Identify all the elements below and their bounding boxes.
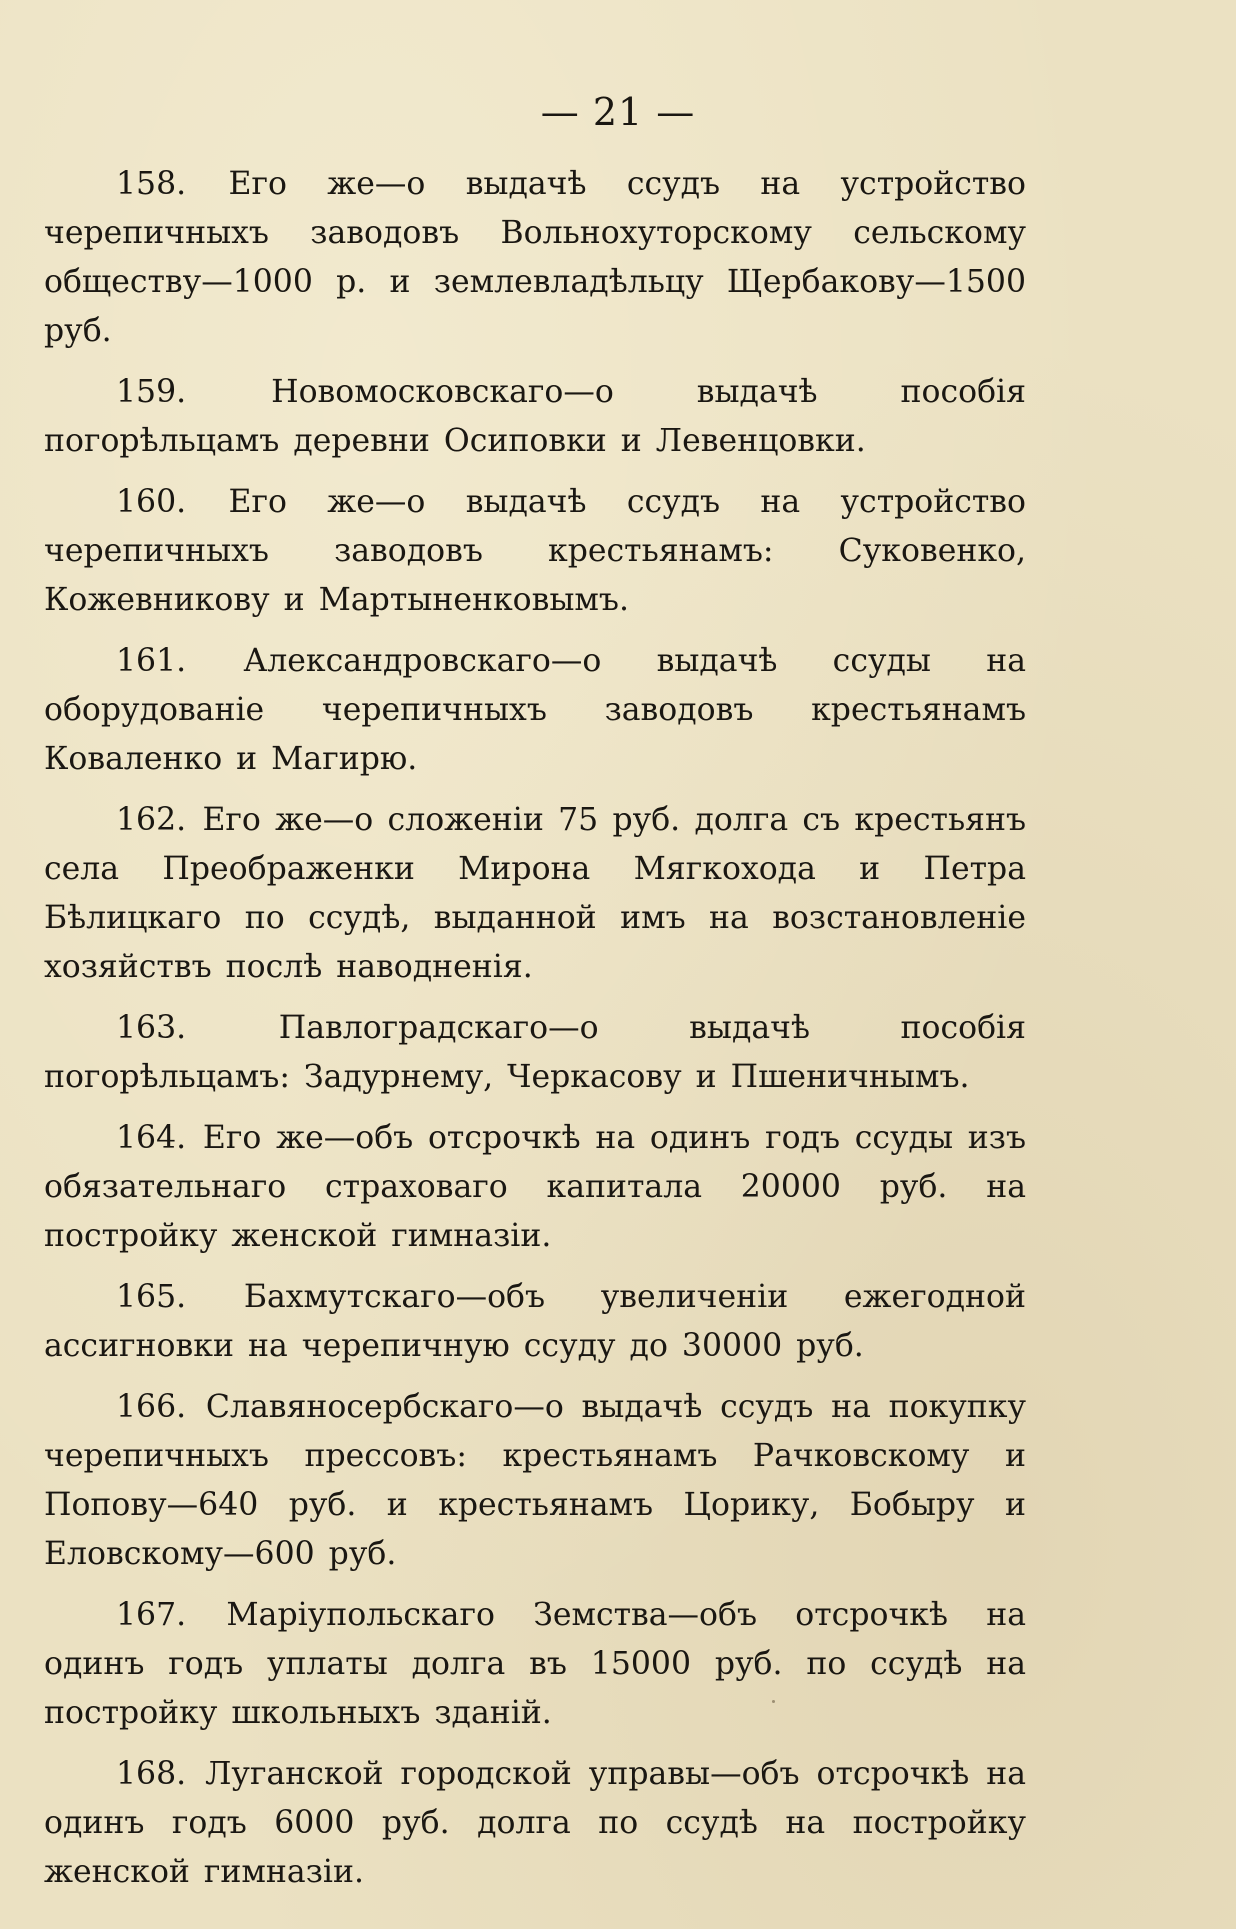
paragraph-159	[44, 368, 1026, 466]
paragraph-number: 160.	[116, 484, 187, 520]
paragraph-166	[44, 1383, 1026, 1579]
paragraph-number: 167.	[116, 1597, 187, 1633]
paragraph-text: Его же—о сложеніи 75 руб. долга съ крестьянъ села Преображенки Мирона Мягкохода и Петра Бѣлицкаго по ссудѣ, выданной имъ на возстановленіе хозяйствъ послѣ наводненія.	[44, 802, 1027, 985]
paragraph-number: 159.	[116, 374, 187, 410]
paragraph-number: 164.	[116, 1120, 187, 1156]
paragraph-number: 158.	[116, 166, 187, 202]
paragraph-text: Маріупольскаго Земства—объ отсрочкѣ на одинъ годъ уплаты долга въ 15000 руб. по ссудѣ на постройку школьныхъ зданій.	[44, 1597, 1027, 1731]
paragraph-text: Павлоградскаго—о выдачѣ пособія погорѣльцамъ: Задурнему, Черкасову и Пшеничнымъ.	[44, 1010, 1026, 1095]
paragraph-number: 165.	[116, 1279, 187, 1315]
paper-speck	[772, 1700, 775, 1703]
paragraph-167	[44, 1591, 1026, 1738]
paragraph-number: 162.	[116, 802, 187, 838]
document-body	[44, 160, 1026, 1909]
paragraph-text: Славяносербскаго—о выдачѣ ссудъ на покупку черепичныхъ прессовъ: крестьянамъ Рачковскому и Попову—640 руб. и крестьянамъ Цорику, Бобыру и Еловскому—600 руб.	[44, 1389, 1026, 1572]
paragraph-text: Его же—о выдачѣ ссудъ на устройство черепичныхъ заводовъ Вольнохуторскому сельскому обществу—1000 р. и землевладѣльцу Щербакову—1500 руб.	[44, 166, 1027, 349]
paragraph-168	[44, 1750, 1026, 1897]
paragraph-160	[44, 478, 1026, 625]
paragraph-text: Его же—о выдачѣ ссудъ на устройство черепичныхъ заводовъ крестьянамъ: Суковенко, Кожевникову и Мартыненковымъ.	[44, 484, 1027, 618]
paragraph-text: Новомосковскаго—о выдачѣ пособія погорѣльцамъ деревни Осиповки и Левенцовки.	[44, 374, 1026, 459]
paragraph-number: 161.	[116, 643, 187, 679]
paragraph-163	[44, 1004, 1026, 1102]
paragraph-number: 168.	[116, 1756, 187, 1792]
paragraph-165	[44, 1273, 1026, 1371]
page-number: — 21 —	[540, 90, 696, 134]
paragraph-text: Бахмутскаго—объ увеличеніи ежегодной ассигновки на черепичную ссуду до 30000 руб.	[44, 1279, 1026, 1364]
paragraph-158	[44, 160, 1026, 356]
paragraph-161	[44, 637, 1026, 784]
paragraph-number: 166.	[116, 1389, 187, 1425]
paragraph-number: 163.	[116, 1010, 187, 1046]
paragraph-text: Его же—объ отсрочкѣ на одинъ годъ ссуды изъ обязательнаго страховаго капитала 20000 руб. на постройку женской гимназіи.	[44, 1120, 1026, 1254]
paragraph-text: Луганской городской управы—объ отсрочкѣ на одинъ годъ 6000 руб. долга по ссудѣ на постройку женской гимназіи.	[44, 1756, 1026, 1890]
paragraph-164	[44, 1114, 1026, 1261]
paragraph-text: Александровскаго—о выдачѣ ссуды на оборудованіе черепичныхъ заводовъ крестьянамъ Коваленко и Магирю.	[44, 643, 1027, 777]
paragraph-162	[44, 796, 1026, 992]
